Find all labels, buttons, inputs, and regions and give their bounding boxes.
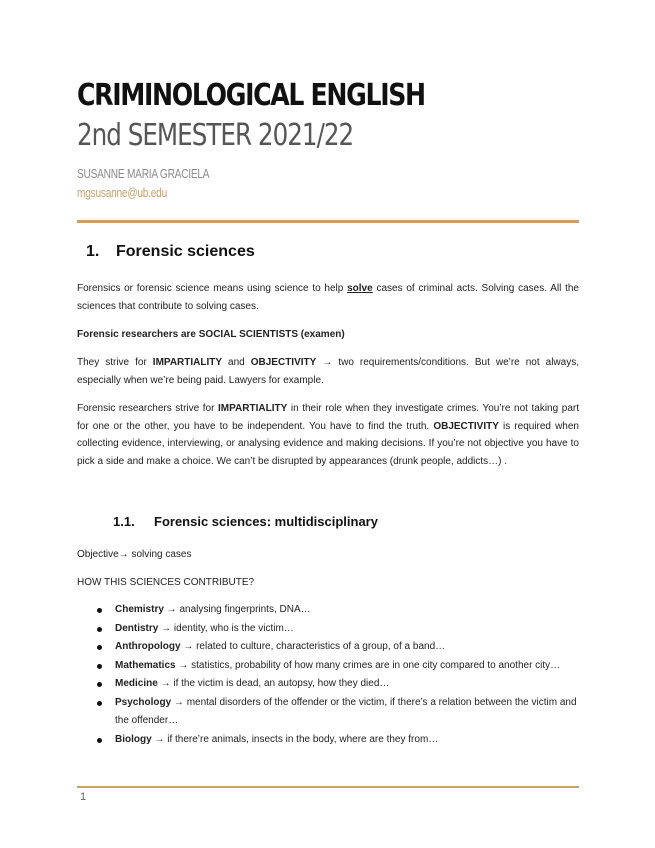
paragraph-text: → two requirements/conditions. But we’re not always, especially when we’re being paid. Lawyers for example.	[77, 357, 579, 386]
list-item	[77, 675, 579, 694]
list-term: Mathematics	[115, 659, 176, 671]
list-term: Biology	[115, 733, 152, 745]
paragraph-text: and	[222, 357, 251, 368]
paragraph-social-scientists: Forensic researchers are SOCIAL SCIENTISTS (examen)	[77, 329, 345, 340]
list-text: → analysing fingerprints, DNA…	[163, 604, 311, 615]
footer-divider	[77, 786, 579, 788]
bullet-icon	[97, 645, 102, 650]
list-term: Anthropology	[115, 641, 181, 652]
bullet-icon	[97, 738, 102, 743]
bullet-icon	[97, 701, 102, 706]
list-term: Psychology	[115, 696, 172, 708]
paragraph-text: is required when collecting evidence, interviewing, or analysing evidence and making decisions. If you’re not objective you have to pick a side and make a choice. We can’t be disrupted by appearances (drunk people, addicts…) .	[77, 420, 579, 467]
section-heading-forensic-sciences	[86, 243, 255, 261]
paragraph-objective: Objective→ solving cases	[77, 549, 192, 560]
paragraph-text: Forensic researchers strive for	[77, 403, 219, 414]
list-term: Dentistry	[115, 622, 159, 634]
author-email: mgsusanne@ub.edu	[77, 185, 167, 200]
subsection-heading-multidisciplinary	[113, 514, 378, 529]
list-text: → statistics, probability of how many crimes are in one city compared to another city…	[175, 659, 561, 671]
paragraph-definition	[77, 280, 579, 315]
subsection-number: 1.1.	[113, 514, 135, 529]
list-item	[77, 731, 579, 750]
page-number: 1	[80, 791, 87, 803]
subsection-title: Forensic sciences: multidisciplinary	[154, 514, 378, 529]
section-title: Forensic sciences	[116, 243, 255, 260]
author-name: SUSANNE MARIA GRACIELA	[77, 166, 210, 181]
paragraph-text: They strive for	[77, 357, 153, 368]
header-divider	[77, 220, 579, 223]
keyword-impartiality: IMPARTIALITY	[218, 403, 288, 414]
document-subtitle: 2nd SEMESTER 2021/22	[77, 118, 354, 153]
keyword-objectivity: OBJECTIVITY	[433, 420, 499, 432]
paragraph-question: HOW THIS SCIENCES CONTRIBUTE?	[77, 577, 255, 588]
paragraph-text: Forensics or forensic science means using science to help	[77, 283, 348, 294]
paragraph-researchers-role	[77, 400, 579, 470]
list-text: → mental disorders of the offender or the victim, if there’s a relation between the victim and the offender…	[115, 696, 577, 726]
sciences-list	[77, 601, 579, 749]
list-item	[77, 601, 579, 620]
list-text: → if the victim is dead, an autopsy, how they died…	[157, 678, 390, 689]
list-item	[77, 694, 579, 731]
bullet-icon	[97, 664, 102, 669]
bullet-icon	[97, 608, 102, 613]
list-text: → identity, who is the victim…	[158, 622, 294, 634]
paragraph-text: in their role when they investigate crimes. You’re not taking part for one or the other, you have to be independent. You have to find the truth.	[77, 403, 579, 432]
bullet-icon	[97, 682, 102, 687]
emphasized-word: solve	[347, 283, 373, 294]
list-term: Chemistry	[115, 604, 164, 615]
bullet-icon	[97, 627, 102, 632]
list-item	[77, 657, 579, 676]
list-term: Medicine	[115, 678, 158, 689]
section-number: 1.	[86, 243, 100, 260]
list-item	[77, 620, 579, 639]
document-title: CRIMINOLOGICAL ENGLISH	[77, 78, 425, 113]
paragraph-impartiality-objectivity	[77, 354, 579, 389]
paragraph-text: cases of criminal acts. Solving cases. All the sciences that contribute to solving cases.	[77, 283, 579, 312]
list-text: → related to culture, characteristics of a group, of a band…	[180, 641, 446, 652]
list-item	[77, 638, 579, 657]
keyword-objectivity: OBJECTIVITY	[250, 357, 317, 368]
keyword-impartiality: IMPARTIALITY	[152, 357, 223, 368]
list-text: → if there’re animals, insects in the body, where are they from…	[151, 733, 439, 745]
